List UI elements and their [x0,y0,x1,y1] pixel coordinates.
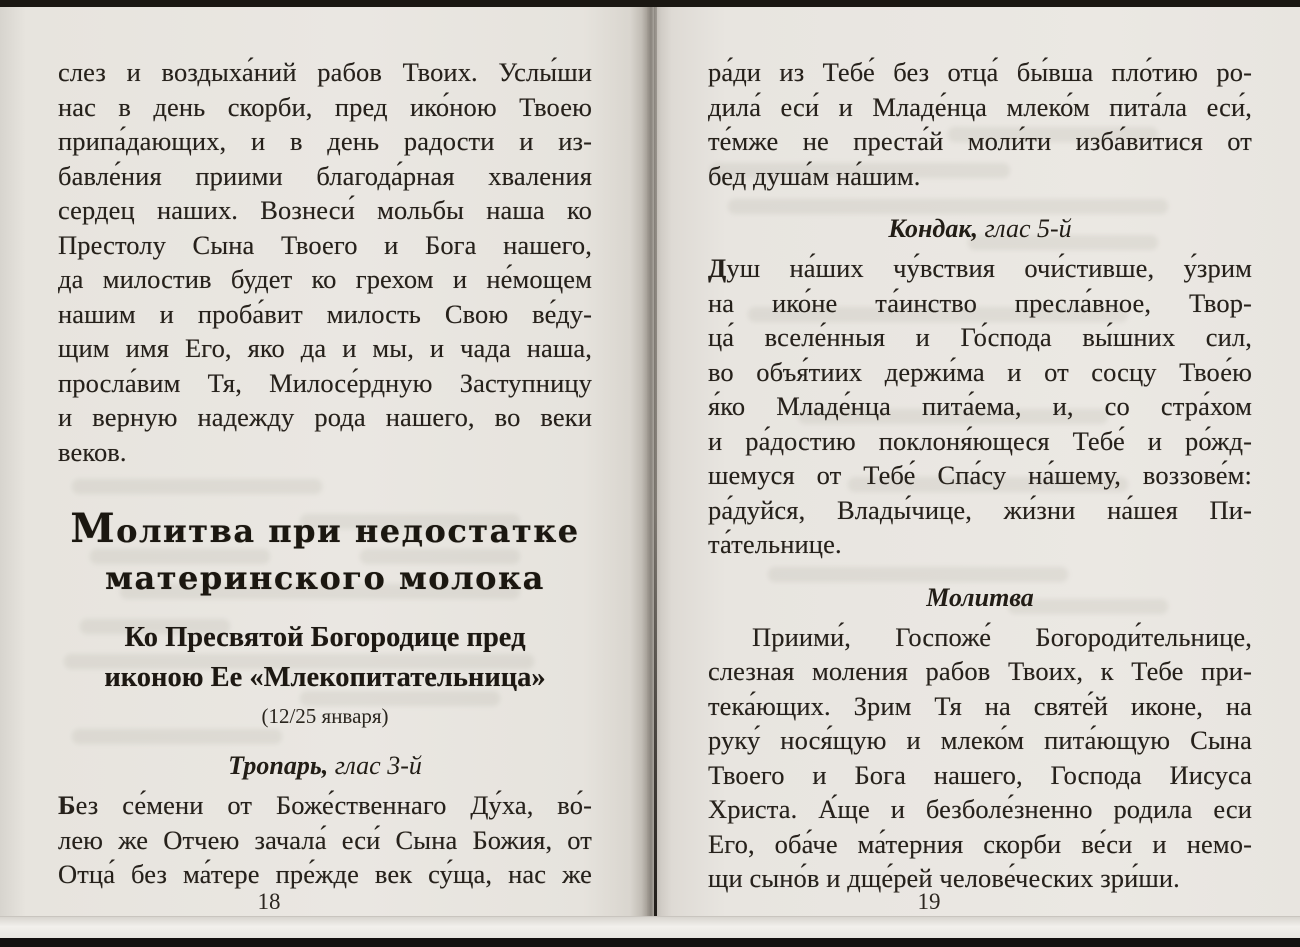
section-name: Тропарь, [228,751,329,780]
text-line: на ико́не та́инство пресла́вное, Твор- [708,287,1252,318]
troparion-title [58,750,592,782]
page-right [648,7,1300,918]
page-left-content [0,7,648,918]
troparion-continuation [708,55,1252,193]
text-line: слез и воздыха́ний рабов Твоих. Услы́ши [58,57,592,87]
text-line: дила́ еси́ и Младе́нца млеко́м пита́ла еси́, [708,91,1252,122]
lead-capital: Д [708,253,727,283]
text-line: щим имя Его, яко да и мы, и чада наша, [58,333,592,363]
section-voice: глас 3-й [328,751,422,780]
text-line: и верную надежду рода нашего, во веки [58,402,592,432]
text-line: припа́дающих, и в день радости и из- [58,126,592,156]
text-line: нашим и проба́вит милость Свою ве́ду- [58,298,592,329]
text-line: сердец наших. Вознеси́ мольбы наша ко [58,195,592,225]
text-line: просла́вим Тя, Милосе́рдную Заступницу [58,367,592,398]
scan-border-top [0,0,1300,7]
text-line: бед душа́м на́шим. [708,160,921,191]
text-line: лею же Отчею зачала́ еси́ Сына Божия, от [58,824,592,855]
text-line: я́ко Младе́нца пита́ема, и, со стра́хом [708,391,1252,421]
kontakion-text [708,251,1252,562]
text-line: бавле́ния приими благода́рная хваления [58,160,592,191]
text-line: щи сыно́в и дще́рей челове́ческих зри́ши. [708,863,1180,893]
scan-border-bottom [0,938,1300,947]
text-line: и ра́достию поклоня́ющеся Тебе́ и ро́жд- [708,425,1252,456]
feast-date: (12/25 января) [261,704,389,728]
chapter-heading [58,505,592,602]
text-line: ца́ вселе́нныя и Го́спода вы́шних сил, [708,322,1252,352]
text-line: Приими́, Госпоже́ Богороди́тельнице, [752,621,1252,652]
text-line: Отца́ без ма́тере пре́жде век су́ща, нас же [58,859,592,889]
text-line: та́тельнице. [708,529,842,559]
page-number-right: 19 [917,889,941,914]
text-line: во объя́тиих держи́ма и от сосцу Твое́ю [708,356,1252,387]
text-line: да милостив будет ко грехом и не́мощем [58,264,592,294]
prayer-text [708,620,1252,896]
heading-line: Молитва при недостатке [70,505,580,552]
troparion-text [58,788,592,892]
text-line: руку́ нося́щую и млеко́м пита́ющую Сына [708,725,1252,755]
text-line: ра́ди из Тебе́ без отца́ бы́вша пло́тию ро- [708,57,1252,87]
text-line: тека́ющих. Зрим Тя на святе́й иконе, на [708,690,1252,721]
page-number-left: 18 [257,889,281,914]
text-line: Без се́мени от Боже́ственнаго Ду́ха, во́- [58,790,592,820]
text-line: нас в день скорби, пред ико́ною Твоею [58,91,592,122]
text-line: Его, оба́че ма́терния скорби ве́си и немо- [708,828,1252,859]
text-line: те́мже не преста́й моли́ти изба́витися от [708,126,1252,156]
text-line: Душ на́ших чу́вствия очи́стивше, у́зрим [708,253,1252,283]
subheading-line: Ко Пресвятой Богородице пред [124,622,526,653]
text-line: Христа. А́ще и безболе́зненно родила еси [708,794,1252,824]
section-name: Молитва [926,582,1034,612]
text-line: Твоего и Бога нашего, Господа Иисуса [708,759,1252,790]
icon-subheading [58,618,592,698]
text-line: шемуся от Тебе́ Спа́су на́шему, воззове́м: [708,460,1252,490]
section-voice: глас 5-й [978,214,1072,243]
text-line: Престолу Сына Твоего и Бога нашего, [58,229,592,260]
lead-capital: Б [58,790,76,820]
page-fore-edge [0,916,1300,938]
section-name: Кондак, [888,214,978,243]
kontakion-title [708,213,1252,245]
prayer-title [708,582,1252,614]
text-line: слезная моления рабов Твоих, к Тебе при- [708,656,1252,686]
prayer-continuation-paragraph [58,55,592,469]
page-right-content [648,7,1300,918]
subheading-line: иконою Ее «Млекопитательница» [104,662,546,693]
text-line: ра́дуйся, Влады́чице, жи́зни на́шея Пи- [708,494,1252,525]
text-line: веков. [58,436,127,467]
heading-line: материнского молока [105,559,545,597]
page-left [0,7,648,918]
